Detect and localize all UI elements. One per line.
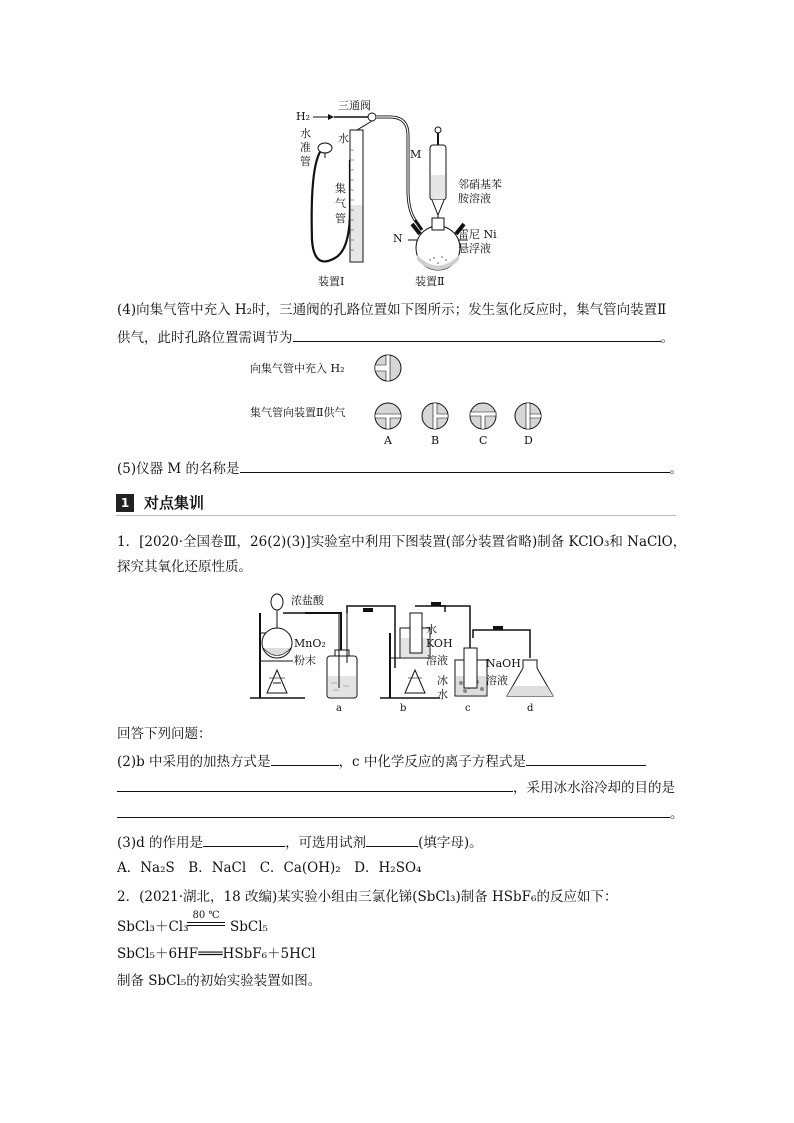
q3-blank-role[interactable] bbox=[203, 831, 285, 847]
eq1-left: SbCl₃＋Cl₃ bbox=[117, 919, 189, 935]
valve-option-b bbox=[421, 402, 449, 430]
q2-blank-equation-1[interactable] bbox=[526, 750, 646, 766]
device-2-label: 装置Ⅱ bbox=[415, 275, 445, 288]
q2-line-3 bbox=[117, 802, 684, 824]
q5-end: 。 bbox=[669, 461, 684, 477]
water-level-label-2: 准 bbox=[300, 141, 311, 154]
q2-blank-purpose[interactable] bbox=[117, 802, 670, 818]
q5-text: (5)仪器 M 的名称是 bbox=[117, 461, 240, 477]
q4-answer-blank[interactable] bbox=[293, 326, 661, 342]
mno2-label: MnO₂ bbox=[294, 637, 326, 650]
supply-label: 集气管向装置Ⅱ供气 bbox=[250, 406, 346, 419]
valve-option-c bbox=[469, 402, 497, 430]
q2-end: 。 bbox=[670, 806, 684, 822]
q2-text-c: ，采用冰水浴冷却的目的是 bbox=[513, 780, 675, 796]
raney-label-2: 悬浮液 bbox=[458, 242, 491, 255]
q2-blank-heating[interactable] bbox=[271, 750, 339, 766]
q3-line-1 bbox=[117, 831, 483, 853]
koh-solution-label: 溶液 bbox=[426, 654, 448, 667]
beaker-b-label: b bbox=[400, 703, 407, 714]
naoh-solution-label: 溶液 bbox=[486, 674, 508, 687]
nitro-solution-label-2: 胺溶液 bbox=[458, 192, 491, 205]
fill-h2-label: 向集气管中充入 H₂ bbox=[250, 362, 345, 375]
water-label: 水 bbox=[338, 132, 349, 145]
eq1-bar-bottom bbox=[187, 925, 225, 926]
q4-line-2-text: 供气，此时孔路位置需调节为 bbox=[117, 330, 293, 346]
problem-2-line-1: 2．(2021·湖北，18 改编)某实验小组由三氯化锑(SbCl₃)制备 HSbF₆的反应如下： bbox=[117, 889, 618, 905]
b-water-label: 水 bbox=[426, 623, 437, 636]
naoh-label: NaOH bbox=[486, 657, 521, 670]
water-level-label-3: 管 bbox=[300, 155, 311, 168]
q5-answer-blank[interactable] bbox=[240, 457, 670, 473]
nitro-solution-label-1: 邻硝基苯 bbox=[458, 178, 502, 191]
valve-fill-diagram bbox=[374, 354, 402, 382]
section-header bbox=[116, 492, 676, 516]
ice-label: 冰 bbox=[437, 674, 448, 687]
koh-label: KOH bbox=[426, 637, 453, 650]
raney-label-1: 雷尼 Ni bbox=[458, 228, 497, 241]
eq1-condition-group bbox=[187, 910, 225, 926]
equation-1 bbox=[117, 917, 189, 937]
ice-water-label: 水 bbox=[437, 688, 448, 701]
powder-label: 粉末 bbox=[294, 654, 316, 667]
eq1-condition: 80 ℃ bbox=[192, 910, 220, 921]
q5-line bbox=[117, 457, 683, 479]
valve-option-d bbox=[514, 402, 542, 430]
answer-prompt: 回答下列问题： bbox=[117, 726, 212, 742]
section-number: 1 bbox=[116, 494, 134, 512]
option-c-label: C bbox=[479, 434, 488, 447]
q2-line-1 bbox=[117, 750, 646, 772]
option-b-label: B bbox=[431, 434, 440, 447]
q2-line-2 bbox=[117, 776, 675, 798]
problem-1-line-2: 探究其氧化还原性质。 bbox=[117, 559, 252, 575]
gas-tube-label-3: 管 bbox=[335, 212, 346, 225]
q4-end: 。 bbox=[660, 330, 674, 346]
beaker-c-label: c bbox=[465, 703, 471, 714]
problem-1-line-1: 1．[2020·全国卷Ⅲ，26(2)(3)]实验室中利用下图装置(部分装置省略)制备 KClO₃和 NaClO， bbox=[117, 534, 687, 550]
eq1-bar-top bbox=[187, 922, 225, 923]
problem-2-line-4: 制备 SbCl₅的初始实验装置如图。 bbox=[117, 973, 322, 989]
equation-2: SbCl₅＋6HF═══HSbF₆＋5HCl bbox=[117, 946, 316, 962]
valve-option-a bbox=[374, 402, 402, 430]
q3-text-b: ，可选用试剂 bbox=[285, 835, 367, 851]
q2-blank-equation-2[interactable] bbox=[117, 776, 513, 792]
option-a-label: A bbox=[384, 434, 392, 447]
q2-text-a: (2)b 中采用的加热方式是 bbox=[117, 754, 271, 770]
q3-blank-reagent[interactable] bbox=[366, 831, 418, 847]
section-title: 对点集训 bbox=[144, 494, 205, 512]
gas-tube-label-1: 集 bbox=[335, 182, 346, 195]
section-divider bbox=[116, 515, 676, 516]
q3-choices: A．Na₂S B．NaCl C．Ca(OH)₂ D．H₂SO₄ bbox=[117, 860, 422, 876]
conc-hcl-label: 浓盐酸 bbox=[291, 594, 324, 607]
device-1-label: 装置Ⅰ bbox=[318, 275, 345, 288]
eq1-right: SbCl₅ bbox=[230, 919, 268, 935]
gas-tube-label-2: 气 bbox=[335, 197, 346, 210]
n-label: N bbox=[393, 232, 403, 245]
flask-d-label: d bbox=[527, 703, 534, 714]
q4-line-1: (4)向集气管中充入 H₂时，三通阀的孔路位置如下图所示；发生氢化反应时，集气管向装置Ⅱ bbox=[117, 302, 667, 318]
m-label: M bbox=[410, 148, 422, 161]
q4-line-2 bbox=[117, 326, 674, 348]
bottle-a-label: a bbox=[336, 703, 342, 714]
q3-text-c: (填字母)。 bbox=[418, 835, 483, 851]
three-way-valve-label: 三通阀 bbox=[338, 99, 371, 112]
q3-text-a: (3)d 的作用是 bbox=[117, 835, 204, 851]
q2-text-b: ，c 中化学反应的离子方程式是 bbox=[338, 754, 526, 770]
h2-label: H₂ bbox=[296, 110, 311, 123]
water-level-label-1: 水 bbox=[300, 127, 311, 140]
option-d-label: D bbox=[524, 434, 533, 447]
